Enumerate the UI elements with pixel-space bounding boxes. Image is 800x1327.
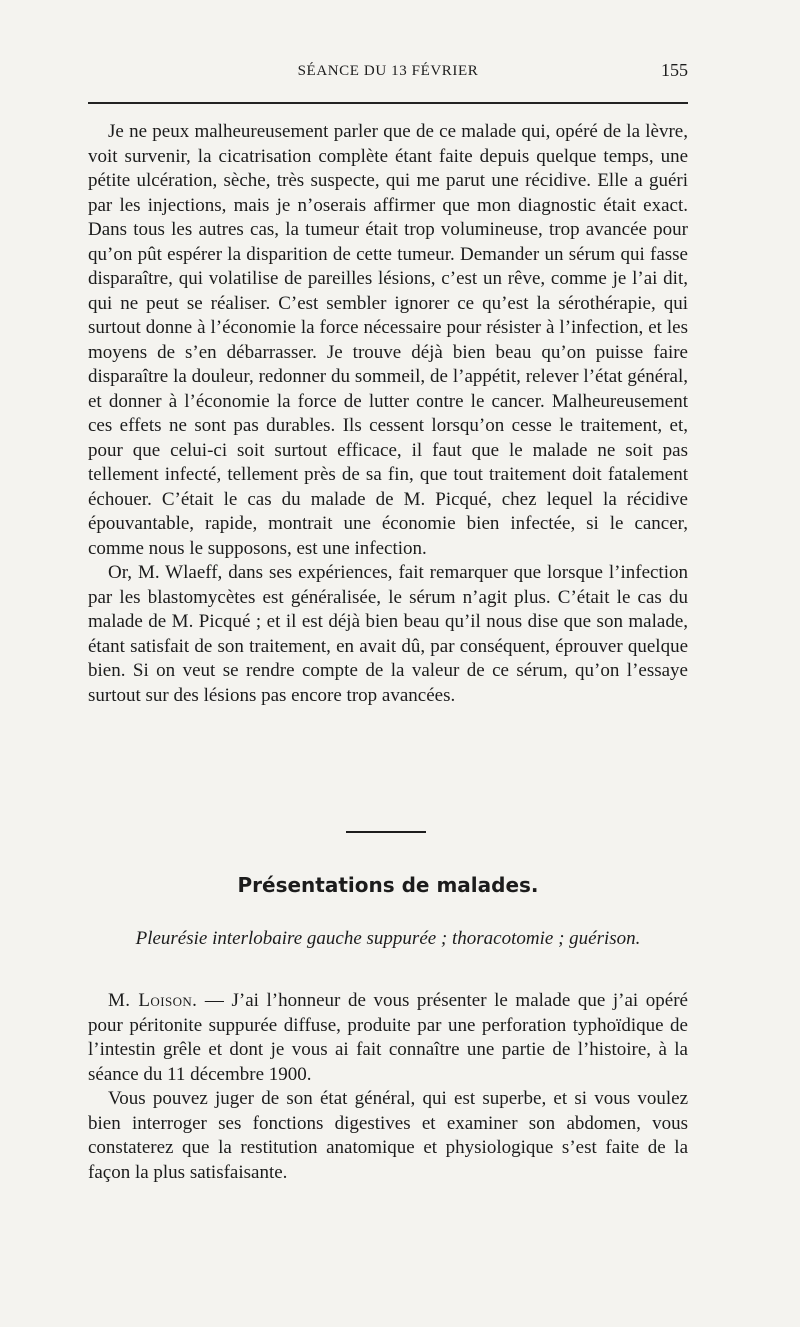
paragraph-1: Je ne peux malheureusement parler que de ce malade qui, opéré de la lèvre, voit survenir, la cicatrisation complète étant faite depuis quelque temps, une pétite ulcération, sèche, très suspecte, qui me parut une récidive. Elle a guéri par les injections, mais je n’oserais affirmer que mon diagnostic était exact. Dans tous les autres cas, la tumeur était trop volumineuse, trop avancée pour qu’on pût espérer la disparition de cette tumeur. Demander un sérum qui fasse disparaître, qui volatilise de pareilles lésions, c’est un rêve, comme je l’ai dit, qui ne peut se réaliser. C’est sembler ignorer ce qu’est la sérothérapie, qui surtout donne à l’économie la force nécessaire pour résister à l’infection, et les moyens de s’en débarrasser. Je trouve déjà bien beau qu’on puisse faire disparaître la douleur, redonner du sommeil, de l’appétit, relever l’état général, et donner à l’économie la force de lutter contre le cancer. Malheureusement ces effets ne sont pas durables. Ils cessent lorsqu’on cesse le traitement, et, pour que celui-ci soit surtout efficace, il faut que le malade ne soit pas tellement infecté, tellement près de sa fin, que tout traitement doit fatalement échouer. C’était le cas du malade de M. Picqué, chez lequel la récidive épouvantable, rapide, montrait une économie bien infectée, si le cancer, comme nous le supposons, est une infection. [88,121,688,559]
speaker-name: M. Loison. [108,990,198,1011]
case-paragraph-1 [88,989,688,1087]
main-text [88,120,688,708]
page-number: 155 [661,60,688,80]
case-text [88,989,688,1185]
section-title: Présentations de malades. [237,873,539,897]
case-paragraph-1-text: — J’ai l’honneur de vous présenter le malade que j’ai opéré pour péritonite suppurée diffuse, produite par une perforation typhoïdique de l’intestin grêle et dont je vous ai fait connaître une partie de l’histoire, à la séance du 11 décembre 1900. [88,990,688,1085]
case-paragraph-2: Vous pouvez juger de son état général, qui est superbe, et si vous voulez bien interroger ses fonctions digestives et examiner son abdomen, vous constaterez que la restitution anatomique et physiologique s’est faite de la façon la plus satisfaisante. [88,1088,688,1183]
section-separator [346,831,426,833]
paragraph-2: Or, M. Wlaeff, dans ses expériences, fait remarquer que lorsque l’infection par les blastomycètes est généralisée, le sérum n’agit plus. C’était le cas du malade de M. Picqué ; et il est déjà bien beau qu’il nous dise que son malade, étant satisfait de son traitement, en avait dû, par conséquent, éprouver quelque bien. Si on veut se rendre compte de la valeur de ce sérum, qu’on l’essaye surtout sur des lésions pas encore trop avancées. [88,562,688,706]
case-title: Pleurésie interlobaire gauche suppurée ; thoracotomie ; guérison. [135,928,641,949]
running-title: SÉANCE DU 13 FÉVRIER [297,63,479,79]
running-header [88,60,688,90]
header-rule [88,102,688,104]
